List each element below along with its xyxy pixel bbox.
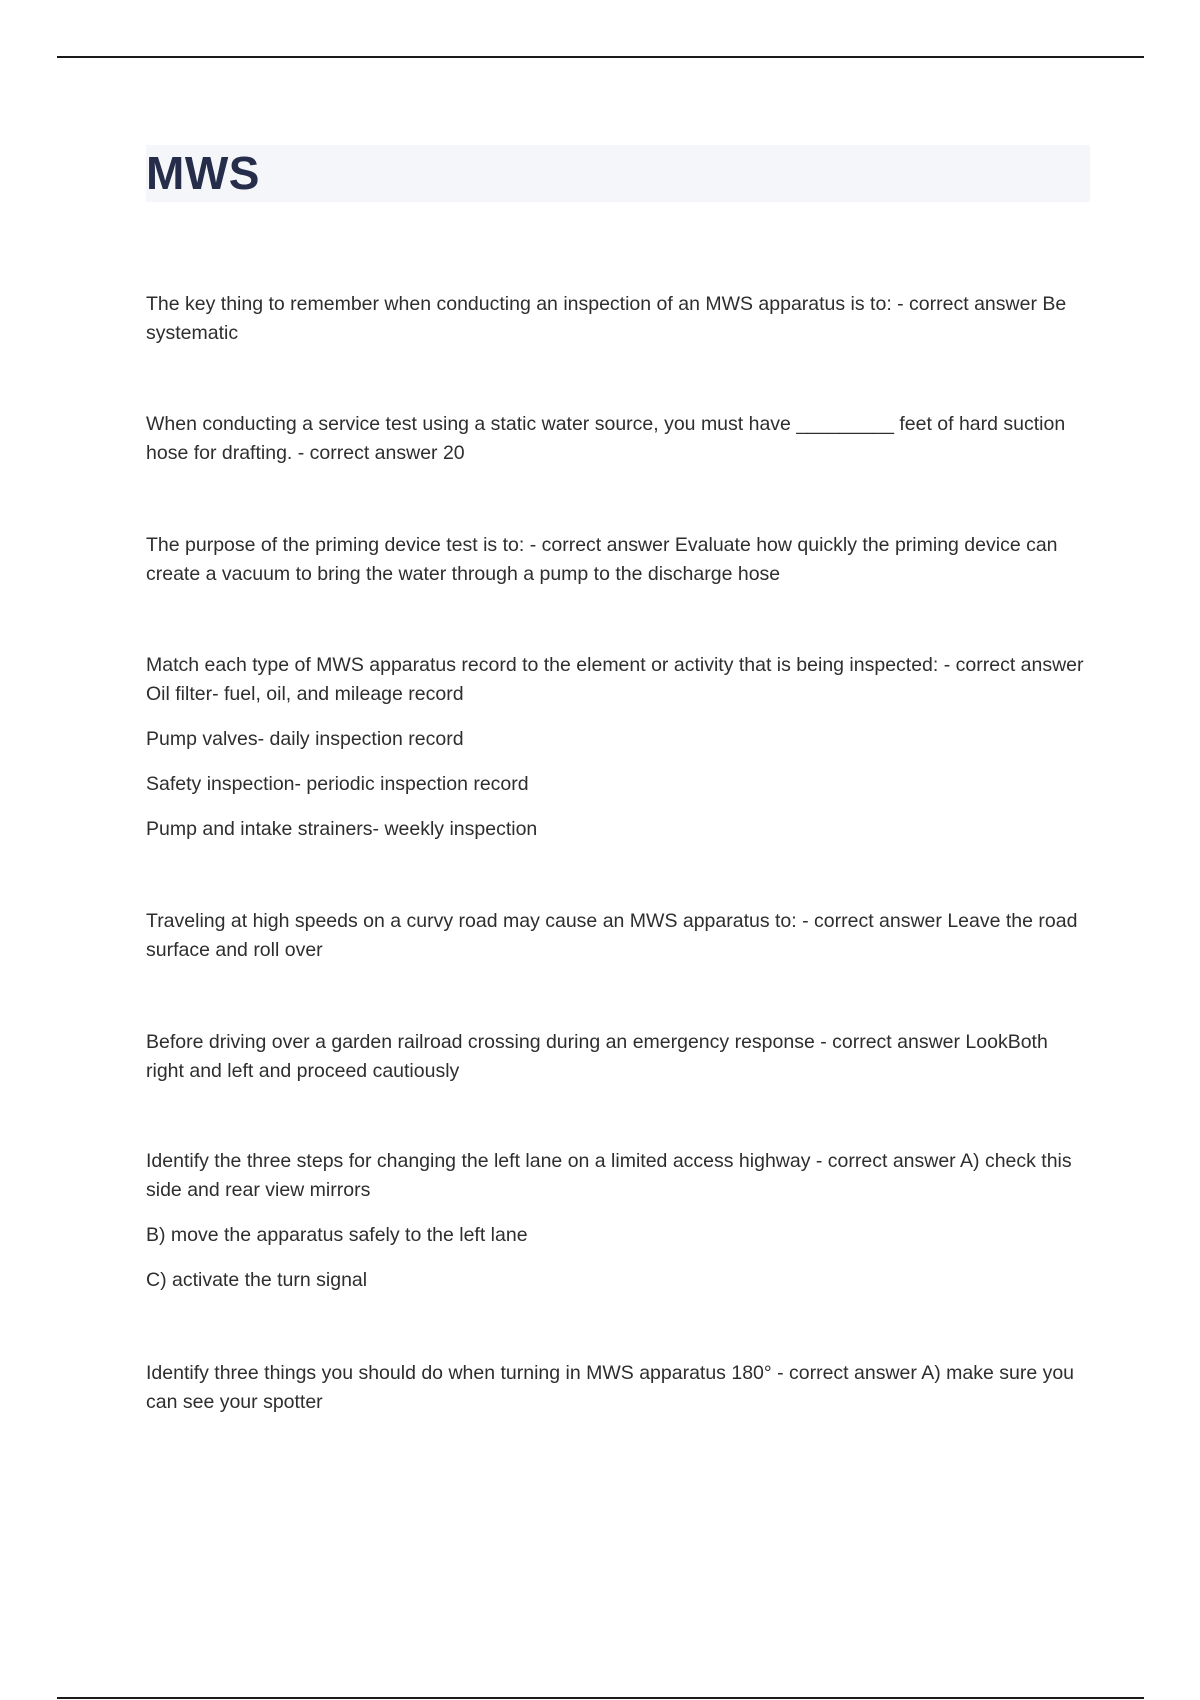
qa-answer-line: Pump and intake strainers- weekly inspection — [146, 818, 538, 840]
qa-text: Before driving over a garden railroad crossing during an emergency response - correct answer LookBoth right and left and proceed cautiously — [146, 1031, 1048, 1082]
qa-item-3 — [146, 531, 1090, 589]
qa-answer-line: B) move the apparatus safely to the left lane — [146, 1224, 528, 1246]
qa-item-6 — [146, 1028, 1090, 1086]
qa-item-7 — [146, 1147, 1090, 1295]
title-band — [146, 145, 1090, 202]
qa-item-4 — [146, 651, 1090, 844]
qa-text: Traveling at high speeds on a curvy road may cause an MWS apparatus to: - correct answer Leave the road surface and roll over — [146, 910, 1078, 961]
qa-text: The key thing to remember when conducting an inspection of an MWS apparatus is to: - correct answer Be systematic — [146, 293, 1067, 344]
qa-text: Identify three things you should do when turning in MWS apparatus 180° - correct answer A) make sure you can see your spotter — [146, 1362, 1075, 1413]
qa-item-8 — [146, 1359, 1090, 1417]
qa-answer-line: Pump valves- daily inspection record — [146, 728, 464, 750]
qa-text: When conducting a service test using a static water source, you must have _________ feet of hard suction hose for drafting. - correct answer 20 — [146, 413, 1066, 464]
top-rule — [57, 56, 1144, 58]
qa-text: Match each type of MWS apparatus record to the element or activity that is being inspected: - correct answer Oil filter- fuel, oil, and mileage record — [146, 654, 1084, 705]
qa-item-1 — [146, 290, 1090, 348]
qa-item-2 — [146, 410, 1090, 468]
qa-answer-line: Safety inspection- periodic inspection record — [146, 773, 529, 795]
qa-item-5 — [146, 907, 1090, 965]
bottom-rule — [57, 1697, 1144, 1699]
qa-answer-line: C) activate the turn signal — [146, 1269, 368, 1291]
qa-text: The purpose of the priming device test is to: - correct answer Evaluate how quickly the priming device can create a vacuum to bring the water through a pump to the discharge hose — [146, 534, 1058, 585]
page-title: MWS — [146, 147, 260, 199]
qa-text: Identify the three steps for changing the left lane on a limited access highway - correct answer A) check this side and rear view mirrors — [146, 1150, 1072, 1201]
